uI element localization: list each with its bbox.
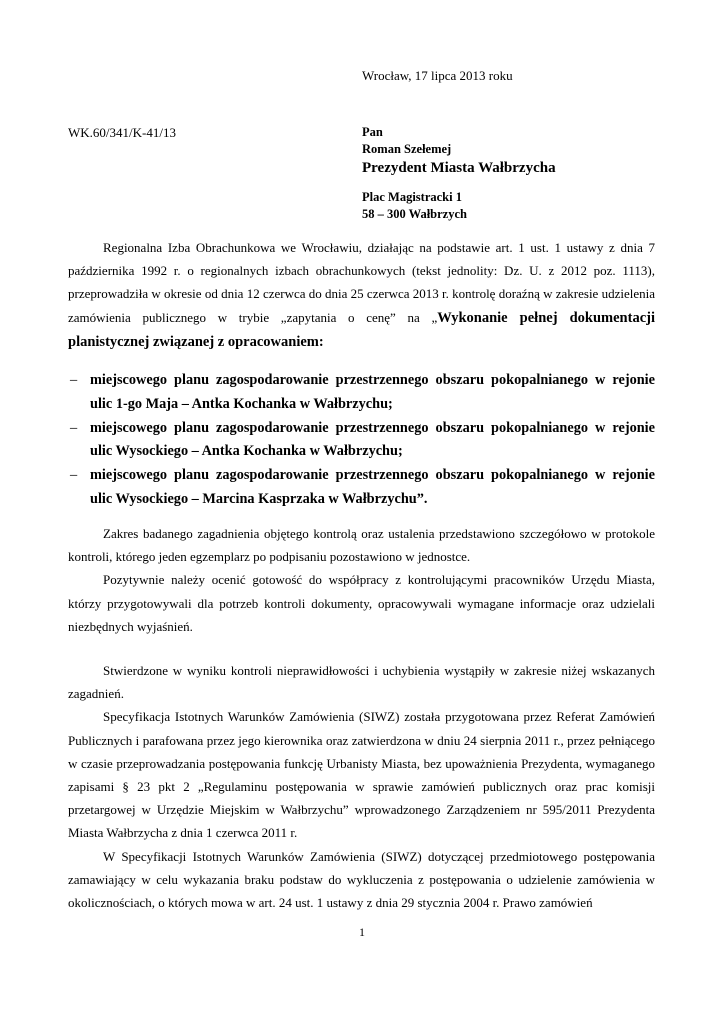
paragraph-scope: Zakres badanego zagadnienia objętego kontrolą oraz ustalenia przedstawiono szczegółowo w protokole kontroli, którego jeden egzemplarz po podpisaniu pozostawiono w jednostce. [68,526,655,565]
reference-number: WK.60/341/K-41/13 [68,125,176,140]
dash-marker: – [70,372,78,388]
addressee-block [362,124,556,223]
list-item: – miejscowego planu zagospodarowanie przestrzennego obszaru pokopalnianego w rejonie ulic 1-go Maja – Antka Kochanka w Wałbrzychu; [68,369,655,417]
addressee-city: 58 – 300 Wałbrzych [362,207,467,221]
intro-subject: Wykonanie pełnej dokumentacji planistycznej związanej z opracowaniem: [68,309,655,350]
plan-list [68,369,655,512]
dash-marker: – [70,419,78,436]
paragraph-siwz-exclusion: W Specyfikacji Istotnych Warunków Zamówienia (SIWZ) dotyczącej przedmiotowego postępowania zamawiający w celu wykazania braku podstaw do wykluczenia z postępowania o udzielenie zamówienia w okolicznościach, o których mowa w art. 24 ust. 1 ustawy z dnia 29 stycznia 2004 r. Prawo zamówień [68,848,655,911]
paragraph-irregularities: Stwierdzone w wyniku kontroli nieprawidłowości i uchybienia wystąpiły w zakresie niżej wskazanych zagadnień. [68,663,655,702]
intro-text: Regionalna Izba Obrachunkowa we Wrocławiu, działając na podstawie art. 1 ust. 1 ustawy z dnia 7 października 1992 r. o regionalnych izbach obrachunkowych (tekst jednolity: Dz. U. z 2012 poz. 1113), przeprowadziła w okresie od dnia 12 czerwca do dnia 25 czerwca 2013 r. kontrolę doraźną w zakresie udzielenia zamówienia publicznego w trybie „zapytania o cenę” na „ [68,240,655,325]
dash-marker: – [70,467,78,484]
findings-intro [68,522,655,638]
list-item: – miejscowego planu zagospodarowanie przestrzennego obszaru pokopalnianego w rejonie ulic Wysockiego – Marcina Kasprzaka w Wałbrzychu”. [68,464,655,512]
findings-body [68,659,655,914]
list-item: – miejscowego planu zagospodarowanie przestrzennego obszaru pokopalnianego w rejonie ulic Wysockiego – Antka Kochanka w Wałbrzychu; [68,417,655,465]
paragraph-cooperation: Pozytywnie należy ocenić gotowość do współpracy z kontrolującymi pracowników Urzędu Miasta, którzy przygotowywali dla potrzeb kontroli dokumenty, opracowywali wymagane informacje oraz udzielali niezbędnych wyjaśnień. [68,572,655,634]
addressee-street: Plac Magistracki 1 [362,190,462,204]
intro-paragraph [68,236,655,354]
addressee-title: Prezydent Miasta Wałbrzycha [362,160,556,176]
letter-date: Wrocław, 17 lipca 2013 roku [362,68,513,83]
paragraph-siwz-approval: Specyfikacja Istotnych Warunków Zamówienia (SIWZ) została przygotowana przez Referat Zamówień Publicznych i parafowana przez jego kierownika oraz zatwierdzona w dniu 24 sierpnia 2011 r., przez pełniącego w czasie przeprowadzania postępowania funkcję Urbanisty Miasta, bez upoważnienia Prezydenta, wymaganego zapisami § 23 pkt 2 „Regulaminu postępowania w sprawie zamówień publicznych oraz prac komisji przetargowej w Urzędzie Miejskim w Wałbrzychu” wprowadzonego Zarządzeniem nr 595/2011 Prezydenta Miasta Wałbrzycha z dnia 1 czerwca 2011 r. [68,709,655,841]
page-number: 1 [359,925,365,939]
addressee-name: Roman Szełemej [362,142,452,156]
addressee-salutation: Pan [362,125,383,139]
